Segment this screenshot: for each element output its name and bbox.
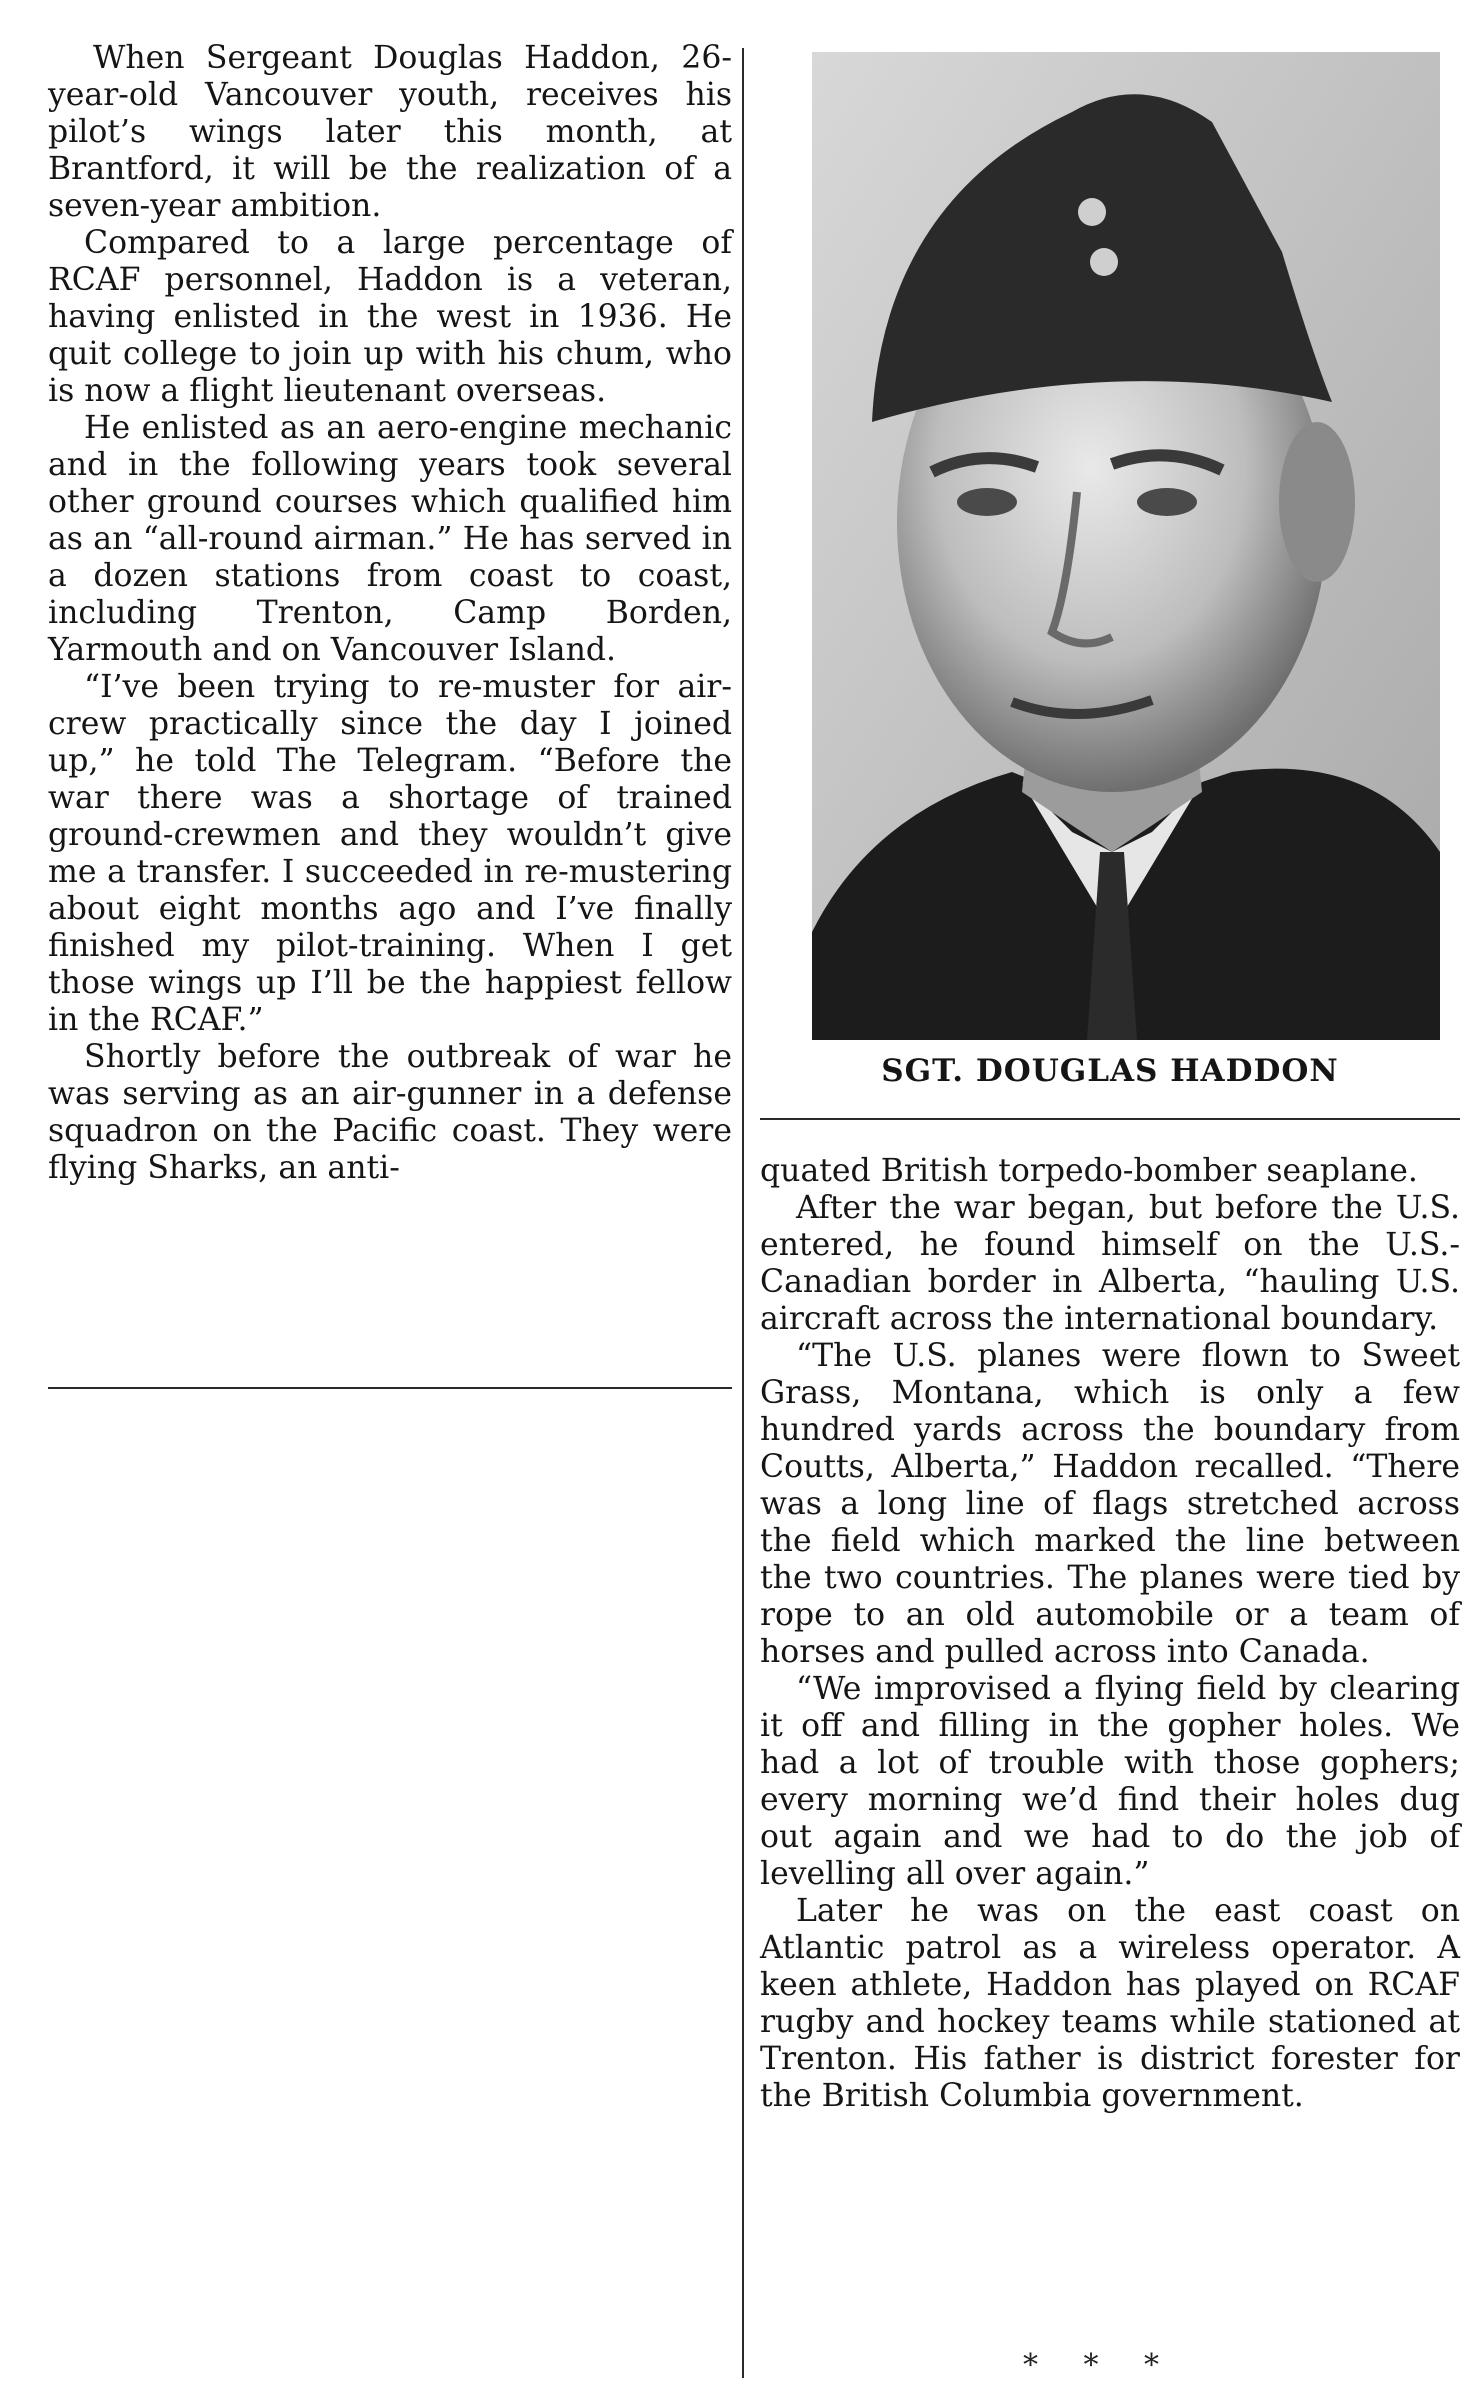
paragraph: Later he was on the east coast on Atlantic patrol as a wireless operator. A keen athlete, Haddon has played on RCAF rugby and hockey teams while stationed at Trenton. His father is district forester for the British Columbia government. (760, 1893, 1460, 2114)
paragraph: He enlisted as an aero-engine mechanic and in the following years took several other ground courses which qualified him as an “all-round airman.” He has served in a dozen stations from coast to coast, including Trenton, Camp Borden, Yarmouth and on Vancouver Island. (48, 410, 732, 668)
paragraph: Shortly before the outbreak of war he was serving as an air-gunner in a defense squadron on the Pacific coast. They were flying Sharks, an anti- (48, 1039, 732, 1186)
portrait-photo (812, 52, 1440, 1040)
paragraph: When Sergeant Douglas Haddon, 26-year-old Vancouver youth, receives his pilot’s wings later this month, at Brantford, it will be the realization of a seven-year ambition. (48, 40, 732, 224)
paragraph: quated British torpedo-bomber seaplane. (760, 1153, 1418, 1189)
column-divider (742, 48, 744, 2378)
paragraph: Compared to a large percentage of RCAF personnel, Haddon is a veteran, having enlisted in the west in 1936. He quit college to join up with his chum, who is now a flight lieutenant overseas. (48, 225, 732, 409)
end-ornament: * * * (1022, 2348, 1178, 2383)
article-left-column (48, 40, 732, 1187)
paragraph: “I’ve been trying to re-muster for air-crew practically since the day I joined up,” he told The Telegram. “Before the war there was a shortage of trained ground-crewmen and they wouldn’t give me a transfer. I succeeded in re-mustering about eight months ago and I’ve finally finished my pilot-training. When I get those wings up I’ll be the happiest fellow in the RCAF.” (48, 669, 732, 1038)
paragraph: “We improvised a flying field by clearing it off and filling in the gopher holes. We had a lot of trouble with those gophers; every morning we’d find their holes dug out again and we had to do the job of levelling all over again.” (760, 1671, 1460, 1892)
paragraph: After the war began, but before the U.S. entered, he found himself on the U.S.-Canadian border in Alberta, “hauling U.S. aircraft across the international boundary. (760, 1190, 1460, 1337)
paragraph: “The U.S. planes were flown to Sweet Grass, Montana, which is only a few hundred yards across the boundary from Coutts, Alberta,” Haddon recalled. “There was a long line of flags stretched across the field which marked the line between the two countries. The planes were tied by rope to an old automobile or a team of horses and pulled across into Canada. (760, 1338, 1460, 1670)
caption-rule (760, 1118, 1460, 1120)
left-column-end-rule (48, 1387, 732, 1389)
photo-caption: SGT. DOUGLAS HADDON (881, 1053, 1339, 1089)
article-right-column (760, 1153, 1460, 2115)
